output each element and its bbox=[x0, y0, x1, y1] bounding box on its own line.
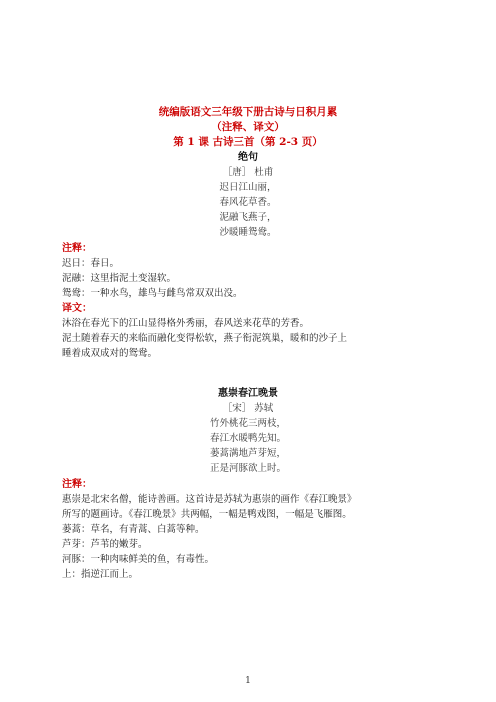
poem1-translation-line: 睡着成双成对的鸳鸯。 bbox=[62, 348, 158, 359]
poem1-author: ［唐］ 杜甫 bbox=[222, 167, 274, 178]
doc-subtitle: （注释、译文） bbox=[211, 121, 285, 133]
poem2-author: ［宋］ 苏轼 bbox=[222, 403, 274, 414]
poem1-line: 泥融飞燕子， bbox=[219, 212, 277, 223]
poem1-line: 迟日江山丽， bbox=[219, 182, 277, 193]
poem1-translation-line: 泥土随着春天的来临而融化变得松软，燕子衔泥筑巢，暖和的沙子上 bbox=[62, 333, 348, 344]
poem2-note: 上：指逆江而上。 bbox=[62, 569, 139, 580]
poem2-line: 蒌蒿满地芦芽短， bbox=[209, 448, 286, 459]
poem2-line: 春江水暖鸭先知。 bbox=[209, 433, 286, 444]
poem2-note: 所写的题画诗。《春江晚景》共两幅，一幅是鸭戏图，一幅是飞雁图。 bbox=[62, 509, 352, 520]
poem1-line: 沙暖睡鸳鸯。 bbox=[219, 227, 277, 238]
poem2-notes-label: 注释： bbox=[62, 479, 92, 490]
doc-title: 统编版语文三年级下册古诗与日积月累 bbox=[158, 106, 338, 118]
poem1-note: 泥融：这里指泥土变湿软。 bbox=[62, 273, 177, 284]
poem1-note: 鸳鸯：一种水鸟，雄鸟与雌鸟常双双出没。 bbox=[62, 288, 243, 299]
poem2-note: 惠崇是北宋名僧，能诗善画。这首诗是苏轼为惠崇的画作《春江晚景》 bbox=[62, 494, 357, 505]
poem1-notes-label: 注释： bbox=[62, 243, 92, 254]
poem1-translation-label: 译文： bbox=[62, 303, 92, 314]
poem1-line: 春风花草香。 bbox=[219, 197, 277, 208]
page-number: 1 bbox=[245, 676, 251, 686]
poem2-note: 芦芽：芦苇的嫩芽。 bbox=[62, 539, 148, 550]
poem2-line: 竹外桃花三两枝， bbox=[209, 418, 286, 429]
poem1-note: 迟日：春日。 bbox=[62, 258, 120, 269]
poem2-note: 蒌蒿：草名，有青蒿、白蒿等种。 bbox=[62, 524, 205, 535]
poem1-title: 绝句 bbox=[238, 152, 258, 163]
poem2-line: 正是河豚欲上时。 bbox=[209, 463, 286, 474]
poem2-title: 惠崇春江晚景 bbox=[218, 388, 278, 399]
poem2-note: 河豚：一种肉味鲜美的鱼，有毒性。 bbox=[62, 554, 215, 565]
poem1-translation-line: 沐浴在春光下的江山显得格外秀丽，春风送来花草的芳香。 bbox=[62, 318, 310, 329]
lesson-heading: 第 1 课 古诗三首（第 2-3 页） bbox=[173, 136, 323, 148]
